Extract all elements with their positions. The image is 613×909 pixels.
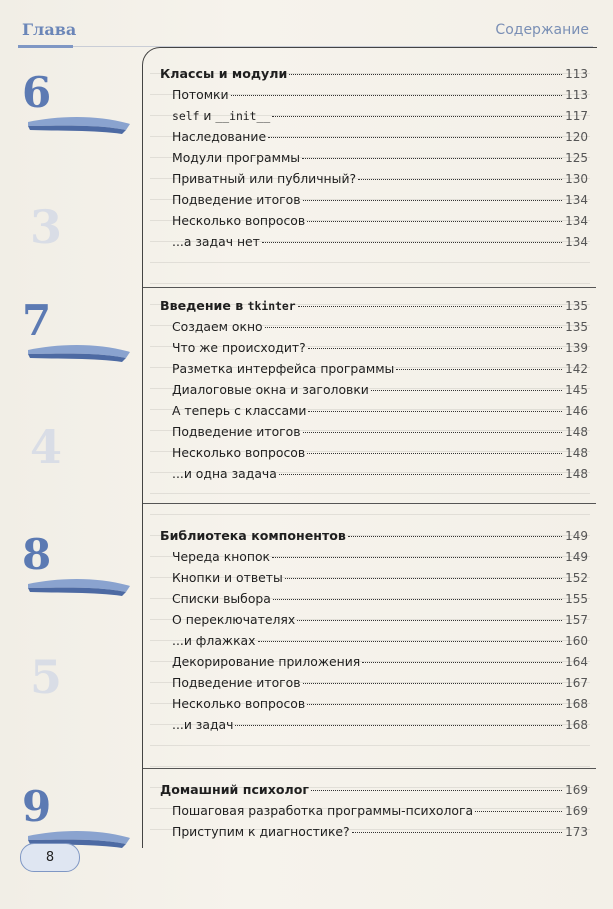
toc-entry-title: Введение в tkinter bbox=[160, 298, 296, 313]
toc-entry-title: Подведение итогов bbox=[172, 192, 301, 207]
toc-page-number: 113 bbox=[565, 67, 588, 81]
dot-leader bbox=[285, 578, 562, 579]
toc-entry[interactable] bbox=[160, 591, 588, 612]
toc-entry[interactable] bbox=[160, 612, 588, 633]
header-contents-label: Содержание bbox=[495, 22, 589, 38]
toc-entry[interactable] bbox=[160, 466, 588, 487]
toc-entry[interactable] bbox=[160, 654, 588, 675]
dot-leader bbox=[302, 158, 562, 159]
toc-page-number: 148 bbox=[565, 425, 588, 439]
toc-entry-title: Диалоговые окна и заголовки bbox=[172, 382, 369, 397]
toc-entry-title: Потомки bbox=[172, 87, 229, 102]
toc-entry[interactable] bbox=[160, 319, 588, 340]
dot-leader bbox=[475, 811, 562, 812]
toc-entry-title: Несколько вопросов bbox=[172, 696, 306, 711]
toc-page-number: 149 bbox=[565, 550, 588, 564]
toc-entry-title: Что же происходит? bbox=[172, 340, 306, 355]
chapter-number: 9 bbox=[22, 782, 52, 831]
dot-leader bbox=[231, 95, 562, 96]
toc-chapter-title[interactable] bbox=[160, 528, 588, 549]
dot-leader bbox=[308, 411, 562, 412]
faded-number: 3 bbox=[30, 200, 63, 254]
faded-number: 4 bbox=[30, 420, 63, 474]
dot-leader bbox=[297, 620, 562, 621]
dot-leader bbox=[265, 327, 562, 328]
toc-entry-title: ...и флажках bbox=[172, 633, 256, 648]
toc-page-number: 120 bbox=[565, 130, 588, 144]
toc-entry[interactable] bbox=[160, 213, 588, 234]
dot-leader bbox=[348, 536, 562, 537]
toc-entry-title: ...и одна задача bbox=[172, 466, 277, 481]
toc-entry-title: Несколько вопросов bbox=[172, 213, 306, 228]
dot-leader bbox=[352, 832, 562, 833]
dot-leader bbox=[308, 348, 562, 349]
toc-page-number: 168 bbox=[565, 718, 588, 732]
dot-leader bbox=[371, 390, 562, 391]
toc-page-number: 168 bbox=[565, 697, 588, 711]
toc-page-number: 148 bbox=[565, 446, 588, 460]
toc-page-number: 173 bbox=[565, 825, 588, 839]
dot-leader bbox=[303, 200, 562, 201]
chapter-number: 7 bbox=[22, 296, 52, 345]
toc-entry[interactable] bbox=[160, 717, 588, 738]
page-number-badge: 8 bbox=[20, 843, 80, 872]
toc-entry-title: Наследование bbox=[172, 129, 267, 144]
toc-page-number: 113 bbox=[565, 88, 588, 102]
toc-entry-title: Пошаговая разработка программы-психолога bbox=[172, 803, 474, 818]
chapter-section bbox=[160, 66, 588, 255]
chapter-number: 6 bbox=[22, 68, 52, 117]
toc-page-number: 164 bbox=[565, 655, 588, 669]
toc-chapter-title[interactable] bbox=[160, 66, 588, 87]
dot-leader bbox=[262, 242, 562, 243]
section-separator bbox=[143, 768, 596, 769]
toc-entry-title: Кнопки и ответы bbox=[172, 570, 283, 585]
toc-entry[interactable] bbox=[160, 570, 588, 591]
toc-page-number: 146 bbox=[565, 404, 588, 418]
toc-page-number: 139 bbox=[565, 341, 588, 355]
toc-entry[interactable] bbox=[160, 150, 588, 171]
toc-page-number: 125 bbox=[565, 151, 588, 165]
toc-page-number: 130 bbox=[565, 172, 588, 186]
toc-entry-title: ...а задач нет bbox=[172, 234, 260, 249]
dot-leader bbox=[307, 453, 562, 454]
toc-entry-title: Несколько вопросов bbox=[172, 445, 306, 460]
toc-entry[interactable] bbox=[160, 403, 588, 424]
toc-page-number: 169 bbox=[565, 804, 588, 818]
toc-entry[interactable] bbox=[160, 171, 588, 192]
toc-chapter-title[interactable] bbox=[160, 782, 588, 803]
toc-page-number: 149 bbox=[565, 529, 588, 543]
chapter-wing-icon bbox=[26, 574, 132, 598]
toc-page-number: 145 bbox=[565, 383, 588, 397]
dot-leader bbox=[272, 557, 562, 558]
dot-leader bbox=[273, 599, 562, 600]
dot-leader bbox=[298, 306, 562, 307]
dot-leader bbox=[307, 704, 562, 705]
dot-leader bbox=[289, 74, 562, 75]
toc-entry-title: Модули программы bbox=[172, 150, 301, 165]
toc-entry[interactable] bbox=[160, 234, 588, 255]
toc-page-number: 134 bbox=[565, 193, 588, 207]
dot-leader bbox=[362, 662, 562, 663]
toc-page-number: 167 bbox=[565, 676, 588, 690]
toc-page-number: 134 bbox=[565, 214, 588, 228]
toc-entry-title: А теперь с классами bbox=[172, 403, 307, 418]
toc-page-number: 117 bbox=[565, 109, 588, 123]
chapter-wing-icon bbox=[26, 340, 132, 364]
toc-entry-title: Подведение итогов bbox=[172, 675, 301, 690]
toc-page-number: 160 bbox=[565, 634, 588, 648]
toc-entry-title: ...и задач bbox=[172, 717, 234, 732]
toc-page-number: 169 bbox=[565, 783, 588, 797]
toc-entry-title: Приступим к диагностике? bbox=[172, 824, 350, 839]
toc-entry[interactable] bbox=[160, 192, 588, 213]
dot-leader bbox=[272, 116, 562, 117]
toc-page-number: 155 bbox=[565, 592, 588, 606]
toc-entry-title: Череда кнопок bbox=[172, 549, 271, 564]
toc-entry-title: Списки выбора bbox=[172, 591, 271, 606]
dot-leader bbox=[311, 790, 562, 791]
toc-entry-title: Приватный или публичный? bbox=[172, 171, 357, 186]
toc-entry-title: О переключателях bbox=[172, 612, 296, 627]
toc-entry[interactable] bbox=[160, 824, 588, 845]
toc-entry[interactable] bbox=[160, 129, 588, 150]
faded-number: 5 bbox=[30, 650, 63, 704]
toc-entry[interactable] bbox=[160, 633, 588, 654]
toc-page-number: 142 bbox=[565, 362, 588, 376]
chapter-wing-icon bbox=[26, 112, 132, 136]
toc-entry[interactable] bbox=[160, 108, 588, 129]
dot-leader bbox=[268, 137, 562, 138]
chapter-section bbox=[160, 528, 588, 738]
toc-entry[interactable] bbox=[160, 696, 588, 717]
toc-page-number: 135 bbox=[565, 320, 588, 334]
toc-entry[interactable] bbox=[160, 549, 588, 570]
dot-leader bbox=[258, 641, 563, 642]
toc-entry-title: Классы и модули bbox=[160, 66, 288, 81]
dot-leader bbox=[358, 179, 562, 180]
toc-entry-title: Создаем окно bbox=[172, 319, 263, 334]
dot-leader bbox=[303, 683, 562, 684]
toc-entry[interactable] bbox=[160, 361, 588, 382]
header-chapter-label: Глава bbox=[22, 20, 77, 39]
toc-page-number: 157 bbox=[565, 613, 588, 627]
toc-entry[interactable] bbox=[160, 424, 588, 445]
toc-entry[interactable] bbox=[160, 445, 588, 466]
toc-page-number: 135 bbox=[565, 299, 588, 313]
dot-leader bbox=[396, 369, 562, 370]
toc-entry-title: Домашний психолог bbox=[160, 782, 309, 797]
toc-page-number: 152 bbox=[565, 571, 588, 585]
toc-chapter-title[interactable] bbox=[160, 298, 588, 319]
toc-entry[interactable] bbox=[160, 675, 588, 696]
toc-entry[interactable] bbox=[160, 382, 588, 403]
toc-entry[interactable] bbox=[160, 340, 588, 361]
section-separator bbox=[143, 503, 596, 504]
toc-entry[interactable] bbox=[160, 87, 588, 108]
dot-leader bbox=[279, 474, 562, 475]
toc-entry-title: self и __init__ bbox=[172, 108, 271, 123]
chapter-section bbox=[160, 298, 588, 487]
toc-entry-title: Декорирование приложения bbox=[172, 654, 361, 669]
toc-page-number: 134 bbox=[565, 235, 588, 249]
toc-entry-title: Подведение итогов bbox=[172, 424, 301, 439]
chapter-section bbox=[160, 782, 588, 845]
header-accent-rule bbox=[18, 45, 73, 48]
toc-entry[interactable] bbox=[160, 803, 588, 824]
toc-entry-title: Разметка интерфейса программы bbox=[172, 361, 395, 376]
chapter-number: 8 bbox=[22, 530, 52, 579]
dot-leader bbox=[307, 221, 562, 222]
toc-page-number: 148 bbox=[565, 467, 588, 481]
dot-leader bbox=[303, 432, 562, 433]
section-separator bbox=[143, 287, 596, 288]
dot-leader bbox=[235, 725, 562, 726]
toc-entry-title: Библиотека компонентов bbox=[160, 528, 346, 543]
